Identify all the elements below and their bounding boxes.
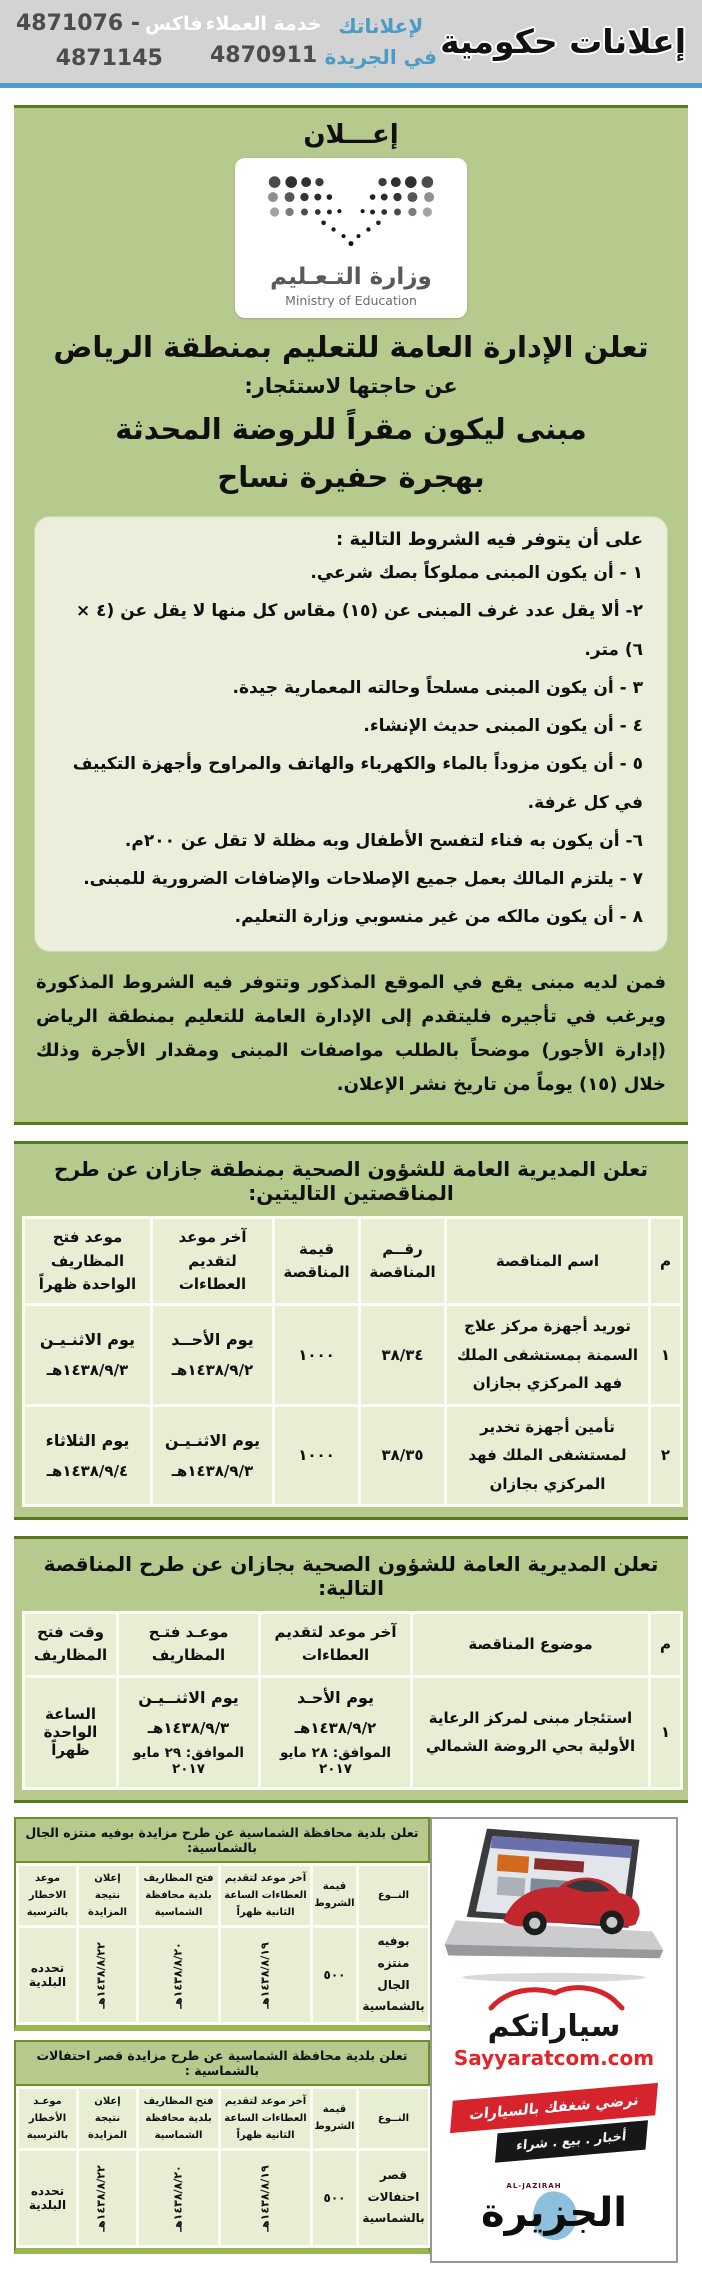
col-header-terms-value: قيمة الشروط: [312, 1864, 358, 1926]
deadline-date: [220, 1926, 312, 2023]
al-jazirah-latin-label: AL-JAZIRAH: [506, 2181, 562, 2190]
jazan-single-tender-title: تعلن المديرية العامة للشؤون الصحية بجازان عن طرح المناقصة التالية:: [43, 1552, 659, 1600]
condition-item: ٦- أن يكون به فناء لتفسح الأطفال وبه مظلة لا تقل عن ٢٠٠م.: [124, 830, 643, 851]
brand-name-arabic: سياراتكم: [487, 2008, 621, 2044]
page-title: إعلانات حكومية: [440, 22, 686, 61]
for-your-ads-block: [325, 11, 437, 73]
condition-item: ٥ - أن يكون مزوداً بالماء والكهرباء والهاتف والمراوح وأجهزة التكييف في كل غرفة.: [72, 754, 643, 813]
opening-day: يوم الثلاثاء: [45, 1430, 130, 1450]
condition-item: ٨ - أن يكون مالكه من غير منسوبي وزارة التعليم.: [234, 907, 643, 928]
palace-auction-title: تعلن بلدية محافظة الشماسية عن طرح مزايدة قصر احتفالات بالشماسية :: [16, 2042, 428, 2086]
opening-time: الساعة الواحدة ظهراً: [24, 1676, 118, 1788]
row-no: ١: [650, 1676, 682, 1788]
jazan-two-tenders-section: [14, 1141, 688, 1520]
moe-subline: عن حاجتها لاستئجار:: [244, 374, 458, 398]
moe-headline: تعلن الإدارة العامة للتعليم بمنطقة الرياض: [53, 330, 649, 364]
table-row: [24, 1405, 682, 1506]
table-header-row: [18, 2087, 430, 2149]
result-date: [78, 2149, 138, 2246]
brand-domain: Sayyaratcom.com: [453, 2045, 655, 2070]
ministry-name-arabic: وزارة التـعـليم: [270, 264, 432, 290]
col-header-opening: موعد فتح المظاريف الواحدة ظهراً: [24, 1218, 152, 1305]
sayyaratcom-ad: [430, 1817, 678, 2263]
deadline-date: ١٤٣٨/٩/٢هـ: [171, 1361, 254, 1380]
tender-value: ١٠٠٠: [274, 1305, 360, 1406]
col-header-no: م: [650, 1218, 682, 1305]
tender-deadline: [152, 1305, 274, 1406]
buffet-auction-table: [16, 1863, 431, 2025]
auction-type: بوفيه منتزه الجال بالشماسية: [358, 1926, 430, 2023]
row-no: ٢: [650, 1405, 682, 1506]
conditions-title: على أن يتوفر فيه الشروط التالية :: [336, 529, 643, 550]
opening-gregorian: الموافق: ٢٩ مايو ٢٠١٧: [132, 1744, 245, 1777]
opening-date-text: ١٤٣٨/٨/٢٠هـ: [172, 2164, 185, 2232]
table-row: [18, 1926, 430, 2023]
opening-date: ١٤٣٨/٩/٤هـ: [46, 1461, 129, 1480]
col-header-deadline: آخر موعد لتقديم العطاءات الساعة الثانية ظهراً: [220, 1864, 312, 1926]
col-header-deadline: آخر موعد لتقديم العطاءات الساعة الثانية ظهراً: [220, 2087, 312, 2149]
shamasiyah-palace-auction: [14, 2040, 430, 2254]
auction-type: قصر احتفالات بالشماسية: [358, 2149, 430, 2246]
tender-opening: [24, 1305, 152, 1406]
for-your-ads-line1: لإعلاناتك: [338, 13, 424, 38]
table-header-row: [18, 1864, 430, 1926]
award-notice: تحدده البلدية: [18, 1926, 78, 2023]
table-row: [24, 1676, 682, 1788]
ministry-logo-dots-icon: [258, 170, 444, 254]
announcement-heading: إعـــلان: [303, 120, 399, 150]
table-header-row: [24, 1218, 682, 1305]
ministry-name-english: Ministry of Education: [285, 293, 417, 308]
tender-opening: [118, 1676, 260, 1788]
ministry-logo-card: [235, 158, 467, 318]
opening-date: ١٤٣٨/٩/٣هـ: [46, 1361, 129, 1380]
deadline-date: ١٤٣٨/٩/٢هـ: [294, 1718, 377, 1737]
fax-block: [16, 7, 203, 75]
moe-subject-line2: بهجرة حفيرة نساح: [217, 460, 485, 494]
opening-date: ١٤٣٨/٩/٣هـ: [147, 1718, 230, 1737]
al-jazirah-arabic-wordmark: الجزيرة: [481, 2189, 627, 2236]
customer-service-label: خدمة العملاء: [205, 12, 322, 35]
table-row: [18, 2149, 430, 2246]
tender-name: توريد أجهزة مركز علاج السمنة بمستشفى الملك فهد المركزي بجازان: [446, 1305, 650, 1406]
result-date: [78, 1926, 138, 2023]
deadline-day: يوم الأحــد: [171, 1330, 254, 1350]
col-header-name: اسم المناقصة: [446, 1218, 650, 1305]
terms-value: ٥٠٠: [312, 2149, 358, 2246]
deadline-date-text: ١٤٣٨/٨/١٩هـ: [259, 1941, 272, 2009]
col-header-type: النــوع: [358, 1864, 430, 1926]
col-header-time: وقت فتح المظاريف: [24, 1613, 118, 1677]
palace-auction-table: [16, 2086, 431, 2248]
fax-number-1: 4871076 -: [16, 11, 140, 37]
tender-deadline: [260, 1676, 412, 1788]
bottom-area: [14, 1817, 688, 2263]
jazan-single-tender-section: [14, 1536, 688, 1803]
col-header-deadline: آخر موعد لتقديم العطاءات: [260, 1613, 412, 1677]
jazan-two-tenders-table: [22, 1216, 683, 1507]
opening-date: [138, 1926, 220, 2023]
table-row: [24, 1305, 682, 1406]
tender-number: ٣٨/٣٥: [360, 1405, 446, 1506]
tender-deadline: [152, 1405, 274, 1506]
conditions-box: [34, 516, 668, 952]
deadline-date-text: ١٤٣٨/٨/١٩هـ: [259, 2164, 272, 2232]
deadline-gregorian: الموافق: ٢٨ مايو ٢٠١٧: [279, 1744, 392, 1777]
customer-service-number: 4870911: [209, 43, 318, 69]
moe-subject-line1: مبنى ليكون مقراً للروضة المحدثة: [115, 412, 587, 446]
col-header-result: إعلان نتيجة المزايدة: [78, 1864, 138, 1926]
condition-item: ١ - أن يكون المبنى مملوكاً بصك شرعي.: [310, 563, 643, 583]
col-header-opening: فتح المظاريف بلدية محافظة الشماسية: [138, 2087, 220, 2149]
col-header-result: إعلان نتيجة المزايدة: [78, 2087, 138, 2149]
col-header-award: موعد الاخطار بالترسية: [18, 1864, 78, 1926]
fax-number-2: 4871145: [55, 45, 163, 71]
fax-label: فاكس: [145, 13, 203, 36]
condition-item: ٣ - أن يكون المبنى مسلحاً وحالته المعمارية جيدة.: [232, 677, 643, 698]
moe-closing-paragraph: فمن لديه مبنى يقع في الموقع المذكور وتتوفر فيه الشروط المذكورة ويرغب في تأجيره فليتقدم إلى الإدارة العامة للتعليم بمنطقة الرياض (إدارة الأجور) موضحاً بالطلب مواصفات المبنى ومقدار الأجرة وذلك خلال (١٥) يوماً من تاريخ نشر الإعلان.: [36, 971, 666, 1096]
col-header-value: قيمة المناقصة: [274, 1218, 360, 1305]
opening-day: يوم الاثنــيـن: [138, 1687, 239, 1707]
tender-value: ١٠٠٠: [274, 1405, 360, 1506]
customer-service-block: [206, 10, 322, 74]
col-header-terms-value: قيمة الشروط: [312, 2087, 358, 2149]
table-header-row: [24, 1613, 682, 1677]
row-no: ١: [650, 1305, 682, 1406]
condition-item: ٢- ألا يقل عدد غرف المبنى عن (١٥) مقاس كل منها لا يقل عن (٤ × ٦) متر.: [75, 601, 643, 660]
tender-opening: [24, 1405, 152, 1506]
col-header-no: م: [650, 1613, 682, 1677]
award-notice: تحدده البلدية: [18, 2149, 78, 2246]
laptop-car-illustration: [438, 1825, 670, 1983]
jazan-two-tenders-title: تعلن المديرية العامة للشؤون الصحية بمنطقة جازان عن طرح المناقصتين التاليتين:: [54, 1157, 648, 1206]
col-header-opening: موعـد فتـح المظاريف: [118, 1613, 260, 1677]
condition-item: ٤ - أن يكون المبنى حديث الإنشاء.: [363, 716, 643, 736]
deadline-date: ١٤٣٨/٩/٣هـ: [171, 1461, 254, 1480]
municipality-column: [14, 1817, 430, 2263]
col-header-type: النــوع: [358, 2087, 430, 2149]
condition-item: ٧ - يلتزم المالك بعمل جميع الإصلاحات والإضافات الضرورية للمبنى.: [83, 869, 643, 889]
terms-value: ٥٠٠: [312, 1926, 358, 2023]
deadline-day: يوم الأحـد: [297, 1687, 374, 1707]
deadline-date: [220, 2149, 312, 2246]
col-header-subject: موضوع المناقصة: [412, 1613, 650, 1677]
buffet-auction-title: تعلن بلدية محافظة الشماسية عن طرح مزايدة بوفيه منتزه الجال بالشماسية:: [16, 1819, 428, 1863]
al-jazirah-logo: [469, 2182, 639, 2236]
tagline-banner: نرضي شغفك بالسيارات: [450, 2082, 658, 2132]
col-header-number: رقــم المناقصة: [360, 1218, 446, 1305]
opening-date: [138, 2149, 220, 2246]
tender-name: تأمين أجهزة تخدير لمستشفى الملك فهد المركزي بجازان: [446, 1405, 650, 1506]
jazan-single-tender-table: [22, 1611, 683, 1790]
result-date-text: ١٤٣٨/٨/٢٢هـ: [94, 1941, 108, 2009]
deadline-day: يوم الاثنـيـن: [164, 1430, 261, 1450]
col-header-deadline: آخر موعد لتقديم العطاءات: [152, 1218, 274, 1305]
opening-day: يوم الاثنـيـن: [39, 1330, 136, 1350]
col-header-award: موعـد الأخطار بالترسية: [18, 2087, 78, 2149]
ministry-education-announcement: [14, 105, 688, 1125]
tender-number: ٣٨/٣٤: [360, 1305, 446, 1406]
col-header-opening: فتح المظاريف بلدية محافظة الشماسية: [138, 1864, 220, 1926]
services-banner: أخبار . بيع . شراء: [495, 2120, 648, 2162]
for-your-ads-line2: في الجريدة: [324, 44, 437, 69]
opening-date-text: ١٤٣٨/٨/٢٠هـ: [172, 1941, 185, 2009]
result-date-text: ١٤٣٨/٨/٢٢هـ: [94, 2164, 108, 2232]
masthead: [0, 0, 702, 88]
shamasiyah-buffet-auction: [14, 1817, 430, 2031]
tender-subject: استئجار مبنى لمركز الرعاية الأولية بحي الروضة الشمالي: [412, 1676, 650, 1788]
